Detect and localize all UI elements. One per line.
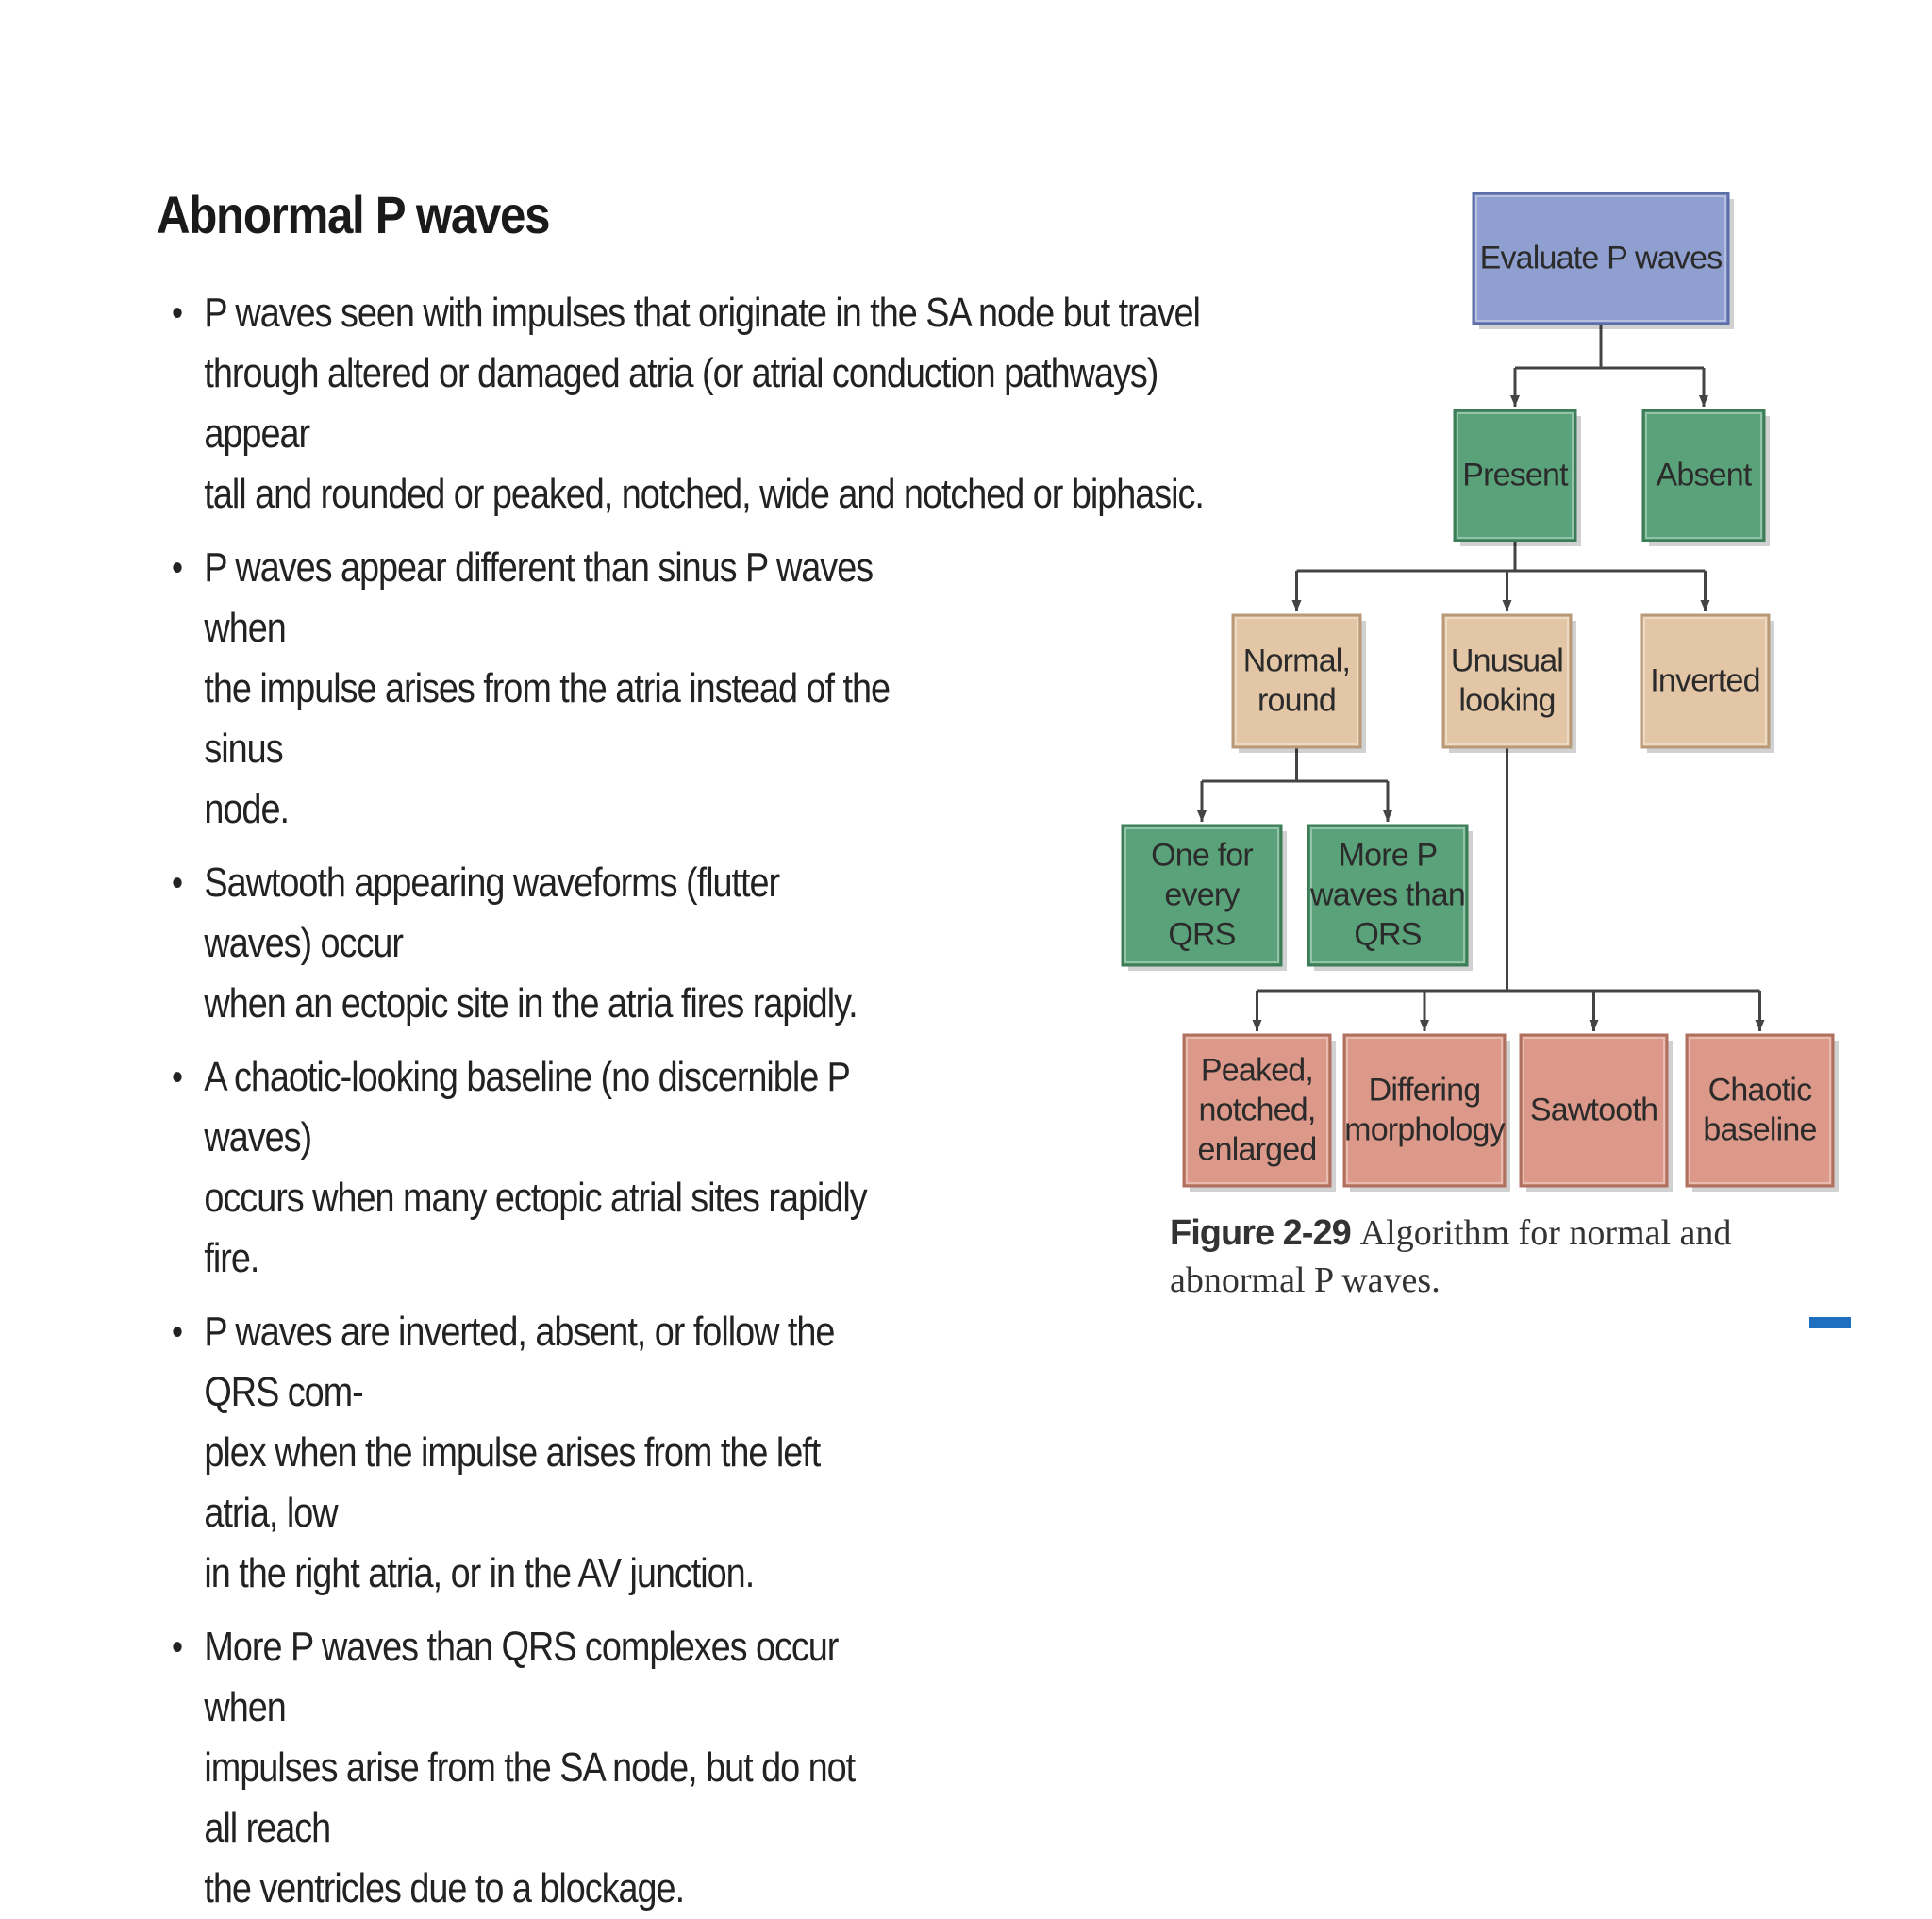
slide-title: Abnormal P waves: [157, 185, 550, 244]
node-label: round: [1257, 682, 1336, 719]
flow-node-sawtooth: [1521, 1035, 1673, 1192]
node-label: Unusual: [1450, 642, 1564, 679]
bullet-text: • P waves are inverted, absent, or follow the QRS com- plex when the impulse arises from the left atria, low in the right atria, or in the AV junction.: [204, 1309, 835, 1596]
node-box: [1443, 615, 1571, 747]
bullet-text: • P waves appear different than sinus P waves when the impulse arises from the atria instead of the sinus node.: [204, 544, 890, 832]
bullet-item: [172, 1617, 893, 1919]
node-label: looking: [1458, 682, 1556, 719]
node-label: Normal,: [1242, 642, 1351, 679]
bullet-text: • More P waves than QRS complexes occur when impulses arise from the SA node, but do not all reach the ventricles due to a blockage.: [204, 1624, 856, 1911]
slide-corner-mark: [1809, 1317, 1851, 1328]
node-label: Differing: [1368, 1072, 1481, 1109]
node-label: Peaked,: [1200, 1052, 1314, 1089]
bullet-text: • Sawtooth appearing waveforms (flutter waves) occur when an ectopic site in the atria fires rapidly.: [204, 859, 858, 1026]
flowchart-nodes: [1123, 193, 1839, 1192]
node-label: baseline: [1703, 1111, 1817, 1148]
node-label: Sawtooth: [1529, 1092, 1658, 1128]
flow-node-absent: [1643, 410, 1770, 546]
node-label: One for: [1151, 837, 1253, 874]
node-box: [1687, 1035, 1833, 1186]
flow-node-differing: [1344, 1035, 1510, 1192]
flow-node-evaluate: [1474, 193, 1734, 329]
node-label: morphology: [1344, 1111, 1505, 1148]
flow-node-peaked: [1184, 1035, 1336, 1192]
flow-node-more-p: [1308, 826, 1473, 971]
node-label: every: [1164, 876, 1240, 913]
flow-node-chaotic: [1687, 1035, 1839, 1192]
figure-label: Figure 2-29: [1170, 1213, 1351, 1253]
node-box: [1344, 1035, 1505, 1186]
node-label: More P: [1338, 837, 1438, 874]
node-label: QRS: [1354, 916, 1422, 953]
flow-node-one-for-every: [1123, 826, 1287, 971]
node-label: Present: [1462, 457, 1568, 493]
figure-caption: [1170, 1210, 1849, 1304]
flow-node-normal: [1233, 615, 1366, 753]
flow-node-unusual: [1443, 615, 1576, 753]
bullet-text: • A chaotic-looking baseline (no discernible P waves) occurs when many ectopic atrial sites rapidly fire.: [204, 1054, 867, 1281]
node-label: notched,: [1198, 1092, 1316, 1128]
node-label: Absent: [1656, 457, 1752, 493]
node-label: Chaotic: [1707, 1072, 1812, 1109]
node-box: [1233, 615, 1360, 747]
node-label: waves than: [1310, 876, 1465, 913]
node-label: enlarged: [1197, 1131, 1317, 1168]
node-label: Evaluate P waves: [1479, 240, 1723, 276]
figure-caption-text: Algorithm for normal and abnormal P waves.: [1170, 1213, 1732, 1300]
node-label: Inverted: [1650, 662, 1760, 699]
flow-node-inverted: [1641, 615, 1774, 753]
node-label: QRS: [1168, 916, 1236, 953]
flow-node-present: [1455, 410, 1581, 546]
bullet-text: • P waves seen with impulses that originate in the SA node but travel through altered or damaged atria (or atrial conduction pathways) appear tall and rounded or peaked, notched, wide and notched or biphasic.: [204, 290, 1204, 517]
